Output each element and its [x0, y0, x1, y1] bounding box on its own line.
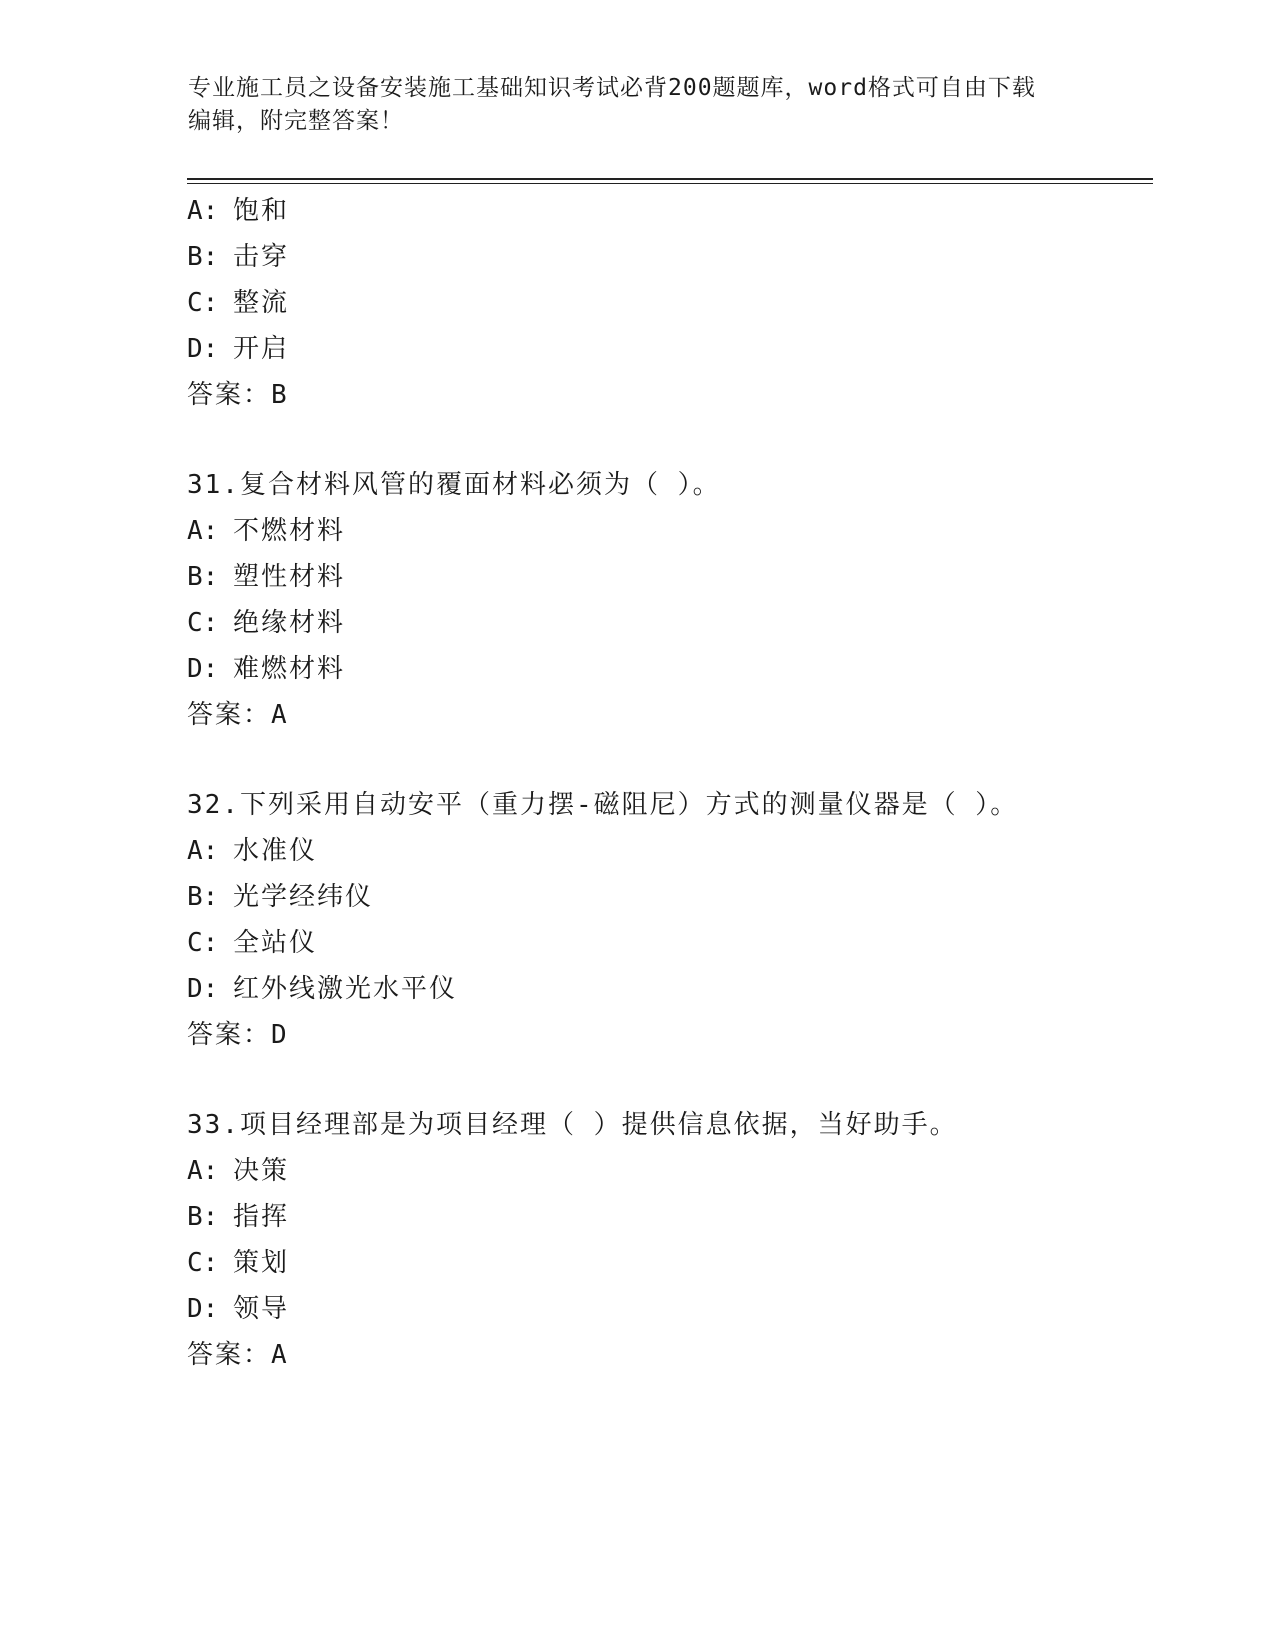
option-a	[187, 1148, 1147, 1194]
option-c	[187, 920, 1147, 966]
option-text: 击穿	[233, 242, 290, 272]
question-list	[187, 188, 1147, 1378]
option-a	[187, 508, 1147, 554]
option-text: 策划	[233, 1248, 290, 1278]
answer-value: D	[271, 1020, 288, 1050]
option-label: B:	[187, 1202, 219, 1232]
option-c	[187, 280, 1147, 326]
option-label: C:	[187, 928, 219, 958]
answer-label: 答案：	[187, 700, 272, 730]
answer-line	[187, 1012, 1147, 1058]
option-label: A:	[187, 1156, 219, 1186]
option-text: 指挥	[233, 1202, 290, 1232]
option-label: D:	[187, 1294, 219, 1324]
option-label: A:	[187, 196, 219, 226]
option-label: D:	[187, 334, 219, 364]
option-text: 领导	[233, 1294, 290, 1324]
option-b	[187, 234, 1147, 280]
header-divider-thick	[187, 178, 1153, 180]
answer-line	[187, 692, 1147, 738]
option-b	[187, 874, 1147, 920]
option-label: C:	[187, 288, 219, 318]
option-label: B:	[187, 242, 219, 272]
question-stem: 32.下列采用自动安平（重力摆-磁阻尼）方式的测量仪器是（ ）。	[187, 790, 1019, 820]
document-header	[188, 72, 1088, 138]
option-d	[187, 1286, 1147, 1332]
option-text: 红外线激光水平仪	[233, 974, 458, 1004]
option-text: 整流	[233, 288, 290, 318]
answer-value: A	[271, 700, 288, 730]
option-text: 决策	[233, 1156, 290, 1186]
question-stem: 33.项目经理部是为项目经理（ ）提供信息依据，当好助手。	[187, 1110, 958, 1140]
option-text: 全站仪	[233, 928, 318, 958]
answer-label: 答案：	[187, 1020, 272, 1050]
option-a	[187, 188, 1147, 234]
header-title-line-2: 编辑，附完整答案！	[188, 108, 404, 134]
header-title-line-1: 专业施工员之设备安装施工基础知识考试必背200题题库，word格式可自由下载	[188, 75, 1036, 101]
answer-value: A	[271, 1340, 288, 1370]
answer-label: 答案：	[187, 380, 272, 410]
option-text: 开启	[233, 334, 290, 364]
option-label: B:	[187, 882, 219, 912]
answer-line	[187, 372, 1147, 418]
option-text: 水准仪	[233, 836, 318, 866]
option-label: D:	[187, 654, 219, 684]
question-block-continued	[187, 188, 1147, 418]
question-stem: 31.复合材料风管的覆面材料必须为（ ）。	[187, 470, 721, 500]
option-d	[187, 326, 1147, 372]
option-text: 不燃材料	[233, 516, 346, 546]
option-label: C:	[187, 608, 219, 638]
option-text: 绝缘材料	[233, 608, 346, 638]
question-block-31	[187, 462, 1147, 738]
option-label: B:	[187, 562, 219, 592]
option-label: A:	[187, 836, 219, 866]
option-c	[187, 1240, 1147, 1286]
option-b	[187, 554, 1147, 600]
option-label: C:	[187, 1248, 219, 1278]
answer-label: 答案：	[187, 1340, 272, 1370]
option-text: 饱和	[233, 196, 290, 226]
option-d	[187, 966, 1147, 1012]
option-label: A:	[187, 516, 219, 546]
option-a	[187, 828, 1147, 874]
option-c	[187, 600, 1147, 646]
answer-value: B	[271, 380, 288, 410]
option-b	[187, 1194, 1147, 1240]
question-block-33	[187, 1102, 1147, 1378]
option-d	[187, 646, 1147, 692]
option-label: D:	[187, 974, 219, 1004]
option-text: 塑性材料	[233, 562, 346, 592]
question-block-32	[187, 782, 1147, 1058]
header-divider-thin	[187, 183, 1153, 184]
option-text: 光学经纬仪	[233, 882, 374, 912]
option-text: 难燃材料	[233, 654, 346, 684]
answer-line	[187, 1332, 1147, 1378]
